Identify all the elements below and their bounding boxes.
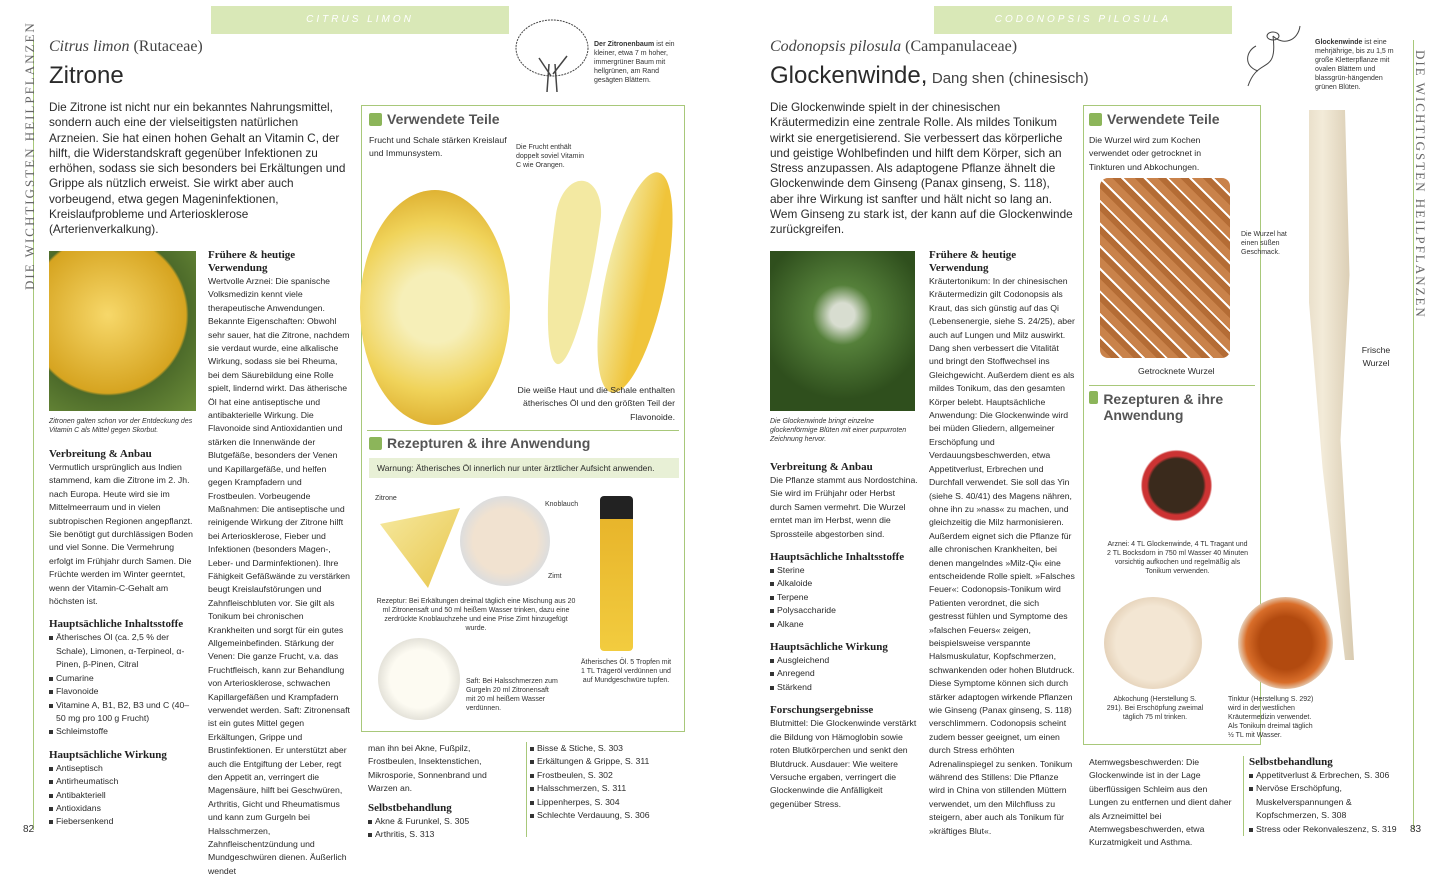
- arznei-text: Arznei: 4 TL Glockenwinde, 4 TL Tragant und 2 TL Bocksdorn in 750 ml Wasser 40 Minuten vorsichtig aufkochen und regelmäßig als Tonikum verwenden.: [1107, 541, 1248, 575]
- left-parts-heading: Verwendete Teile: [369, 111, 500, 127]
- list-item: Antiseptisch: [49, 762, 197, 775]
- list-item: Antioxidans: [49, 802, 197, 815]
- right-vertical-label: DIE WICHTIGSTEN HEILPFLANZEN: [1413, 50, 1428, 319]
- list-item: Ätherisches Öl (ca. 2,5 % der Schale), Limonen, α-Terpineol, α-Pinen, β-Pinen, Citral: [49, 631, 197, 671]
- col3-text: man ihn bei Akne, Fußpilz, Frostbeulen, Insektenstichen, Mikrosporie, Sonnenbrand und Warzen an.: [368, 743, 487, 794]
- list-item: Antirheumatisch: [49, 775, 197, 788]
- lemon-photo-caption: Zitronen galten schon vor der Entdeckung des Vitamin C als Mittel gegen Skorbut.: [49, 418, 193, 434]
- box-divider: [367, 430, 679, 431]
- label-knoblauch: Knoblauch: [545, 501, 579, 508]
- inhalt-heading: Hauptsächliche Inhaltsstoffe: [770, 551, 905, 564]
- right-parts-heading: Verwendete Teile: [1089, 111, 1220, 127]
- wirkung-heading: Hauptsächliche Wirkung: [770, 641, 888, 654]
- list-item: Terpene: [770, 591, 918, 604]
- forschung-text: Blutmittel: Die Glockenwinde verstärkt die Bildung von Hämoglobin sowie roten Blutkörperchen und senkt den Blutdruck. Ausdauer: Wie weitere Versuche ergaben, verringert die Glockenwinde die Anfälligkeit gegenüber Stress.: [770, 718, 917, 809]
- oel-text: Ätherisches Öl. 5 Tropfen mit 1 TL Trägeröl verdünnen und auf Mundgeschwüre tupfen.: [580, 659, 672, 684]
- wirkung-list: [770, 654, 918, 694]
- right-col2: [929, 249, 1075, 839]
- lemon-photo: [49, 251, 196, 411]
- warning-box: Warnung: Ätherisches Öl innerlich nur unter ärztlicher Aufsicht anwenden.: [369, 458, 679, 478]
- verbreitung-text: Die Pflanze stammt aus Nordostchina. Sie wird im Frühjahr oder Herbst durch Samen vermehrt. Die Wurzel erntet man im Herbst, wenn die Sprossteile abgestorben sind.: [770, 475, 918, 539]
- label-dry-root: Getrocknete Wurzel: [1138, 366, 1215, 376]
- right-col1: [770, 461, 918, 811]
- right-header-band: CODONOPSIS PILOSULA: [934, 6, 1232, 34]
- verwendung-text: Kräutertonikum: In der chinesischen Kräutermedizin gilt Codonopsis als Kraut, das sich günstig auf das Qi (Lebensenergie, siehe S. 24/25), aber auch auf Lungen und Milz auswirkt. Dang shen verbessert die Vitalität und bringt den Stoffwechsel ins Gleichgewicht. Außerdem dient es als mildes Tonikum, das den gesamten Körper belebt. Hauptsächliche Anwendung: Die Glockenwinde wird bei müden Gliedern, allgemeiner Erschöpfung und Verdauungsbeschwerden, etwa Appetitverlust, Erbrechen und Durchfall verwendet. Sie soll das Yin (siehe S. 40/41) des Magens nähren, ohne ihn zu »nass« zu machen, und gleichzeitig die Milz harmonisieren. Außerdem eignet sich die Pflanze für alle chronischen Krankheiten, bei denen mangelndes »Milz-Qi« eine entscheidende Rolle spielt. »Falsches Feuer«: Codonopsis-Tonikum wird Patienten verordnet, die sich gestresst fühlen und Symptome des »falschen Feuers« zeigen, beispielsweise verspannte Halsmuskulatur, Kopfschmerzen, schwankenden oder hohen Blutdruck. Diese Symptome können sich durch stärker adaptogen wirkende Pflanzen wie Ginseng (Panax ginseng, S. 118) verschlimmern. Codonopsis scheint zudem besser geeignet, um einen durch Stress erhöhten Adrenalinspiegel zu senken. Tonikum während des Stillens: Die Pflanze wird in China von stillenden Müttern verwendet, um den Milchfluss zu steigern, aber auch als Tonikum für »kräftiges Blut«.: [929, 276, 1075, 836]
- list-item: Anregend: [770, 667, 918, 680]
- list-item: Sterine: [770, 564, 918, 577]
- list-item: Appetitverlust & Erbrechen, S. 306: [1249, 769, 1399, 782]
- verbreitung-heading: Verbreitung & Anbau: [49, 448, 152, 460]
- forschung-heading: Forschungsergebnisse: [770, 704, 874, 717]
- col-divider: [1243, 756, 1244, 836]
- plant-note: Glockenwinde ist eine mehrjährige, bis zu 1,5 m große Kletterpflanze mit ovalen Blättern und blassgrün-hängenden grünen Blüten.: [1315, 39, 1394, 91]
- right-lead-text: Die Glockenwinde spielt in der chinesischen Kräutermedizin eine zentrale Rolle. Als mildes Tonikum wirkt sie energetisierend. Sie verbessert das körperliche und geistige Wohlbefinden und hilft dem Körper, sich an Stress anzupassen. Als adaptogene Pflanze ähnelt die Glockenwinde dem Ginseng (Panax ginseng, S. 118), aber ihre Wirkung ist sanfter und hält nicht so lang an. Wem Ginseng zu stark ist, der kann auf die Glockenwinde zurückgreifen.: [770, 100, 1073, 237]
- col-divider: [526, 742, 527, 837]
- list-item: Bisse & Stiche, S. 303: [530, 742, 680, 755]
- list-item: Fiebersenkend: [49, 815, 197, 828]
- right-recipe-heading: Rezepturen & ihre Anwendung: [1089, 391, 1249, 423]
- selbst-list: [1249, 769, 1399, 836]
- list-item: Alkaloide: [770, 577, 918, 590]
- list-item: Akne & Furunkel, S. 305: [368, 815, 518, 828]
- right-subtitle: Dang shen (chinesisch): [931, 70, 1089, 87]
- verwendung-heading: Frühere & heutige Verwendung: [208, 249, 296, 274]
- list-item: Schlechte Verdauung, S. 306: [530, 809, 680, 822]
- tree-note: Der Zitronenbaum ist ein kleiner, etwa 7 m hoher, immergrüner Baum mit hellgrünen, am Rand gesägten Blättern.: [594, 41, 675, 84]
- list-item: Antibakteriell: [49, 789, 197, 802]
- list-item: Polysaccharide: [770, 604, 918, 617]
- verwendung-text: Wertvolle Arznei: Die spanische Volksmedizin kennt viele therapeutische Anwendungen. Bekannte Eigenschaften: Obwohl sehr sauer, hat die Zitrone, nachdem sie verdaut wurde, eine alkalische Wirkung, sodass sie bei Rheuma, bei dem Säurebildung eine Rolle spielt, lindernd wirkt. Das ätherische Öl hat eine antiseptische und antibakterielle Wirkung. Die Flavonoide sind Antioxidantien und stärken die Innenwände der Blutgefäße, besonders der Venen und Kapillargefäße, und helfen gegen Krampfadern und Frostbeulen. Vorbeugende Maßnahmen: Die antiseptische und reinigende Wirkung der Zitrone hilft bei Arteriosklerose, Fieber und Infektionen (besonders Magen-, Leber- und Darminfektionen). Ihre Fähigkeit Gefäßwände zu verstärken beugt Kreislaufstörungen und Zahnfleischbluten vor. Sie gilt als Tonikum bei chronischen Krankheiten und sorgt für ein gutes Allgemeinbefinden. Stärkung der Venen: Die ganze Frucht, v.a. das Fruchtfleisch, kann zur Behandlung von Arteriosklerose, schwachen Kapillargefäßen und Krampfadern verwendet werden. Saft: Zitronensaft ist ein gutes Mittel gegen Erkältungen, Grippe und Brustinfektionen. Er unterstützt aber auch die Entgiftung der Leber, regt den Appetit an, verringert die Magensäure, hilft bei Geschwüren, Arthritis, Gicht und Rheumatismus und kann zum Gurgeln bei Halsschmerzen, Zahnfleischentzündung und Mundgeschwüren dienen. Äußerlich wendet: [208, 276, 350, 876]
- cooking-pot-image: [1104, 433, 1249, 538]
- leaf-icon: [1089, 113, 1102, 126]
- bellflower-photo-caption: Die Glockenwinde bringt einzelne glockenförmige Blüten mit einer purpurroten Zeichnung hervor.: [770, 418, 907, 443]
- abkochung-text: Abkochung (Herstellung S. 291). Bei Erschöpfung zweimal täglich 75 ml trinken.: [1106, 696, 1204, 721]
- bellflower-illustration: [1238, 16, 1310, 96]
- leaf-icon: [369, 113, 382, 126]
- vitamin-note: Die Frucht enthält doppelt soviel Vitamin C wie Orangen.: [516, 144, 584, 169]
- rezeptur-text: Rezeptur: Bei Erkältungen dreimal täglich eine Mischung aus 20 ml Zitronensaft und 50 ml heißem Wasser trinken, dazu eine zerdrückte Knoblauchzehe und eine Prise Zimt hinzugefügt wurde.: [376, 598, 576, 632]
- verbreitung-text: Vermutlich ursprünglich aus Indien stammend, kam die Zitrone im 2. Jh. nach Europa. Heute wird sie im Mittelmeerraum und in vielen subtropischen Regionen angepflanzt. Sie benötigt gut durchlässigen Boden und viel Sonne. Die Vermehrung erfolgt im Frühjahr durch Samen. Die Früchte werden im Winter geerntet, wenn der Vitamin-C-Gehalt am höchsten ist.: [49, 462, 193, 607]
- left-col1: [49, 448, 197, 829]
- left-col4-list: [530, 742, 680, 822]
- list-item: Nervöse Erschöpfung, Muskelverspannungen & Kopfschmerzen, S. 308: [1249, 782, 1399, 822]
- right-page-number: 83: [1410, 824, 1422, 835]
- selbst-heading: Selbstbehandlung: [1249, 756, 1333, 768]
- parts-bottom-note: Die weiße Haut und die Schale enthalten ätherisches Öl und den größten Teil der Flavonoide.: [517, 385, 675, 422]
- right-title: Glockenwinde,: [770, 62, 928, 89]
- left-title: Zitrone: [49, 62, 124, 89]
- selbst-list: [368, 815, 518, 842]
- list-item: Ausgleichend: [770, 654, 918, 667]
- inhalt-list: [49, 631, 197, 738]
- right-title-block: [770, 62, 1089, 90]
- list-item: Alkane: [770, 618, 918, 631]
- leaf-icon: [1089, 391, 1098, 404]
- list-item: Stärkend: [770, 681, 918, 694]
- left-page-number: 82: [23, 824, 35, 835]
- label-fresh-root: Frische Wurzel: [1361, 345, 1391, 369]
- list-item: Halsschmerzen, S. 311: [530, 782, 680, 795]
- saft-text: Saft: Bei Halsschmerzen zum Gurgeln 20 ml Zitronensaft mit 20 ml heißem Wasser verdünnen.: [466, 678, 558, 712]
- lemon-half-image: [360, 190, 510, 425]
- bellflower-photo: [770, 251, 915, 411]
- left-recipe-heading: Rezepturen & ihre Anwendung: [369, 435, 590, 451]
- left-header-band: CITRUS LIMON: [211, 6, 509, 34]
- list-item: Flavonoide: [49, 685, 197, 698]
- box-divider: [1089, 385, 1255, 386]
- tincture-bowl-image: [1238, 597, 1333, 689]
- list-item: Cumarine: [49, 672, 197, 685]
- juice-bowl-image: [378, 638, 460, 720]
- inhalt-heading: Hauptsächliche Inhaltsstoffe: [49, 618, 184, 631]
- list-item: Lippenherpes, S. 304: [530, 796, 680, 809]
- verwendung-heading: Frühere & heutige Verwendung: [929, 249, 1017, 274]
- atem-text: Atemwegsbeschwerden: Die Glockenwinde ist in der Lage überflüssigen Schleim aus den Lungen zu entfernen und dient daher als Arzneimittel bei Atemwegsbeschwerden, etwa Kurzatmigkeit und Asthma.: [1089, 757, 1232, 848]
- verbreitung-heading: Verbreitung & Anbau: [770, 461, 873, 473]
- right-scientific-name: Codonopsis pilosula (Campanulaceae): [770, 38, 1018, 55]
- fresh-root-image: [1282, 110, 1372, 660]
- tinktur-text: Tinktur (Herstellung S. 292) wird in der westlichen Kräutermedizin verwendet. Als Tonikum dreimal täglich ½ TL mit Wasser.: [1228, 696, 1314, 739]
- left-col2: [208, 249, 351, 876]
- label-zitrone: Zitrone: [375, 495, 397, 502]
- decoction-bowl-image: [1104, 597, 1202, 689]
- right-parts-text: Die Wurzel wird zum Kochen verwendet oder getrocknet in Tinkturen und Abkochungen.: [1089, 135, 1202, 172]
- selbst-heading: Selbstbehandlung: [368, 801, 452, 814]
- label-zimt: Zimt: [548, 573, 562, 580]
- left-parts-text: Frucht und Schale stärken Kreislauf und Immunsystem.: [369, 135, 507, 159]
- left-scientific-name: Citrus limon (Rutaceae): [49, 38, 203, 55]
- recipe-bowl-image: [460, 496, 550, 586]
- right-selbst: [1249, 756, 1399, 836]
- dried-root-image: [1100, 178, 1230, 358]
- left-col3: [368, 742, 518, 841]
- list-item: Arthritis, S. 313: [368, 828, 518, 841]
- list-item: Stress oder Rekonvaleszenz, S. 319: [1249, 823, 1399, 836]
- root-taste-note: Die Wurzel hat einen süßen Geschmack.: [1241, 231, 1287, 256]
- leaf-icon: [369, 437, 382, 450]
- oil-bottle-image: [600, 496, 633, 651]
- wirkung-heading: Hauptsächliche Wirkung: [49, 748, 167, 761]
- inhalt-list: [770, 564, 918, 631]
- left-lead-text: Die Zitrone ist nicht nur ein bekanntes Nahrungsmittel, sondern auch eine der vielseitigsten natürlichen Arzneien. Sie hat einen hohen Gehalt an Vitamin C, der hilft, die Widerstandskraft gegenüber Infektionen zu erhöhen, sodass sie sich besonders bei Erkältungen und Grippe als nützlich erweist. Sie wirkt aber auch vorbeugend, etwa gegen Mageninfektionen, Kreislaufprobleme und Arteriosklerose (Arterienverkalkung).: [49, 100, 346, 237]
- list-item: Schleimstoffe: [49, 725, 197, 738]
- list-item: Frostbeulen, S. 302: [530, 769, 680, 782]
- list-item: Erkältungen & Grippe, S. 311: [530, 755, 680, 768]
- left-vertical-label: DIE WICHTIGSTEN HEILPFLANZEN: [22, 21, 37, 290]
- lemon-tree-illustration: [513, 14, 591, 99]
- wirkung-list: [49, 762, 197, 829]
- list-item: Vitamine A, B1, B2, B3 und C (40–50 mg pro 100 g Frucht): [49, 699, 197, 726]
